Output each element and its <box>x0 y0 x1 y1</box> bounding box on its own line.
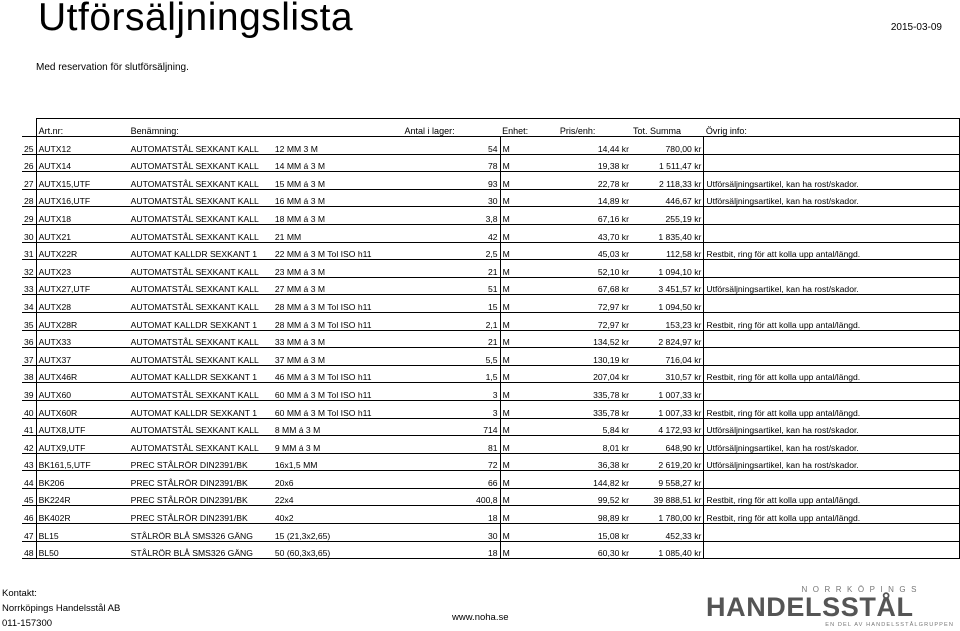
contact-label: Kontakt: <box>2 588 37 599</box>
art-nr: AUTX37 <box>36 348 129 366</box>
row-number: 29 <box>22 207 36 225</box>
other-info: Utförsäljningsartikel, kan ha rost/skador. <box>704 189 960 207</box>
other-info: Utförsäljningsartikel, kan ha rost/skador. <box>704 172 960 190</box>
art-nr: AUTX16,UTF <box>36 189 129 207</box>
item-name: AUTOMATSTÅL SEXKANT KALL <box>129 295 273 313</box>
stock-qty: 72 <box>474 453 500 471</box>
stock-qty: 93 <box>474 172 500 190</box>
unit: M <box>500 154 558 172</box>
unit: M <box>500 312 558 330</box>
total-sum: 648,90 kr <box>631 436 704 454</box>
qty-spacer <box>403 172 475 190</box>
item-name: STÅLRÖR BLÅ SMS326 GÄNG <box>129 541 273 559</box>
col-header-artnr: Art.nr: <box>36 119 129 137</box>
art-nr: AUTX22R <box>36 242 129 260</box>
unit: M <box>500 277 558 295</box>
unit: M <box>500 172 558 190</box>
stock-qty: 51 <box>474 277 500 295</box>
item-dimension: 8 MM á 3 M <box>273 418 403 436</box>
unit-price: 144,82 kr <box>558 471 631 489</box>
unit: M <box>500 224 558 242</box>
total-sum: 1 511,47 kr <box>631 154 704 172</box>
unit: M <box>500 453 558 471</box>
row-number: 25 <box>22 137 36 155</box>
art-nr: BK224R <box>36 488 129 506</box>
row-number: 45 <box>22 488 36 506</box>
art-nr: BL15 <box>36 524 129 542</box>
unit: M <box>500 330 558 348</box>
art-nr: BK402R <box>36 506 129 524</box>
col-header-qty: Antal i lager: <box>403 119 501 137</box>
unit: M <box>500 488 558 506</box>
item-name: PREC STÅLRÖR DIN2391/BK <box>129 471 273 489</box>
item-dimension: 60 MM á 3 M Tol ISO h11 <box>273 383 403 401</box>
item-name: AUTOMATSTÅL SEXKANT KALL <box>129 172 273 190</box>
row-number: 43 <box>22 453 36 471</box>
art-nr: AUTX23 <box>36 260 129 278</box>
table-row <box>22 541 960 559</box>
unit: M <box>500 242 558 260</box>
unit: M <box>500 365 558 383</box>
other-info <box>704 383 960 401</box>
qty-spacer <box>403 383 475 401</box>
item-dimension: 15 (21,3x2,65) <box>273 524 403 542</box>
unit: M <box>500 541 558 559</box>
art-nr: AUTX12 <box>36 137 129 155</box>
total-sum: 1 780,00 kr <box>631 506 704 524</box>
qty-spacer <box>403 330 475 348</box>
stock-qty: 54 <box>474 137 500 155</box>
total-sum: 2 824,97 kr <box>631 330 704 348</box>
total-sum: 1 007,33 kr <box>631 383 704 401</box>
qty-spacer <box>403 400 475 418</box>
unit-price: 207,04 kr <box>558 365 631 383</box>
table-row <box>22 137 960 155</box>
qty-spacer <box>403 277 475 295</box>
row-number: 40 <box>22 400 36 418</box>
stock-qty: 3 <box>474 383 500 401</box>
art-nr: AUTX9,UTF <box>36 436 129 454</box>
item-name: PREC STÅLRÖR DIN2391/BK <box>129 506 273 524</box>
document-date: 2015-03-09 <box>890 22 942 33</box>
row-number: 35 <box>22 312 36 330</box>
row-number: 41 <box>22 418 36 436</box>
row-number: 34 <box>22 295 36 313</box>
row-number: 47 <box>22 524 36 542</box>
unit-price: 8,01 kr <box>558 436 631 454</box>
art-nr: AUTX15,UTF <box>36 172 129 190</box>
row-number: 32 <box>22 260 36 278</box>
footer-contact <box>2 586 120 631</box>
item-name: AUTOMAT KALLDR SEXKANT 1 <box>129 400 273 418</box>
unit-price: 19,38 kr <box>558 154 631 172</box>
table-row <box>22 506 960 524</box>
art-nr: AUTX46R <box>36 365 129 383</box>
item-dimension: 33 MM á 3 M <box>273 330 403 348</box>
stock-qty: 18 <box>474 541 500 559</box>
unit: M <box>500 436 558 454</box>
row-number: 28 <box>22 189 36 207</box>
qty-spacer <box>403 260 475 278</box>
qty-spacer <box>403 242 475 260</box>
other-info: Utförsäljningsartikel, kan ha rost/skador. <box>704 436 960 454</box>
art-nr: AUTX60R <box>36 400 129 418</box>
art-nr: AUTX27,UTF <box>36 277 129 295</box>
col-header-info: Övrig info: <box>704 119 960 137</box>
stock-qty: 5,5 <box>474 348 500 366</box>
other-info <box>704 471 960 489</box>
item-dimension: 22 MM á 3 M Tol ISO h11 <box>273 242 403 260</box>
total-sum: 153,23 kr <box>631 312 704 330</box>
other-info: Restbit, ring för att kolla upp antal/längd. <box>704 506 960 524</box>
unit-price: 335,78 kr <box>558 383 631 401</box>
total-sum: 716,04 kr <box>631 348 704 366</box>
stock-qty: 78 <box>474 154 500 172</box>
company-name: Norrköpings Handelsstål AB <box>2 603 121 614</box>
row-number: 38 <box>22 365 36 383</box>
other-info: Restbit, ring för att kolla upp antal/längd. <box>704 365 960 383</box>
other-info: Utförsäljningsartikel, kan ha rost/skador. <box>704 277 960 295</box>
unit-price: 335,78 kr <box>558 400 631 418</box>
unit-price: 60,30 kr <box>558 541 631 559</box>
unit-price: 130,19 kr <box>558 348 631 366</box>
unit: M <box>500 383 558 401</box>
qty-spacer <box>403 506 475 524</box>
qty-spacer <box>403 348 475 366</box>
art-nr: AUTX14 <box>36 154 129 172</box>
stock-qty: 18 <box>474 506 500 524</box>
unit: M <box>500 189 558 207</box>
row-number: 27 <box>22 172 36 190</box>
art-nr: AUTX33 <box>36 330 129 348</box>
row-number: 33 <box>22 277 36 295</box>
item-dimension: 37 MM á 3 M <box>273 348 403 366</box>
unit-price: 14,44 kr <box>558 137 631 155</box>
art-nr: BK206 <box>36 471 129 489</box>
table-body <box>22 119 960 559</box>
total-sum: 39 888,51 kr <box>631 488 704 506</box>
qty-spacer <box>403 471 475 489</box>
total-sum: 1 835,40 kr <box>631 224 704 242</box>
row-number: 39 <box>22 383 36 401</box>
row-number: 44 <box>22 471 36 489</box>
total-sum: 780,00 kr <box>631 137 704 155</box>
total-sum: 255,19 kr <box>631 207 704 225</box>
total-sum: 2 619,20 kr <box>631 453 704 471</box>
qty-spacer <box>403 365 475 383</box>
stock-qty: 2,1 <box>474 312 500 330</box>
unit: M <box>500 506 558 524</box>
unit: M <box>500 348 558 366</box>
item-name: STÅLRÖR BLÅ SMS326 GÄNG <box>129 524 273 542</box>
qty-spacer <box>403 189 475 207</box>
stock-qty: 2,5 <box>474 242 500 260</box>
qty-spacer <box>403 154 475 172</box>
item-name: AUTOMATSTÅL SEXKANT KALL <box>129 207 273 225</box>
table-row <box>22 488 960 506</box>
stock-qty: 21 <box>474 260 500 278</box>
total-sum: 310,57 kr <box>631 365 704 383</box>
unit: M <box>500 524 558 542</box>
table-row <box>22 172 960 190</box>
unit-price: 43,70 kr <box>558 224 631 242</box>
other-info <box>704 207 960 225</box>
unit-price: 22,78 kr <box>558 172 631 190</box>
table-header-row <box>22 119 960 137</box>
item-name: AUTOMATSTÅL SEXKANT KALL <box>129 189 273 207</box>
row-number: 36 <box>22 330 36 348</box>
table-row <box>22 348 960 366</box>
total-sum: 446,67 kr <box>631 189 704 207</box>
row-number: 48 <box>22 541 36 559</box>
unit: M <box>500 418 558 436</box>
row-number: 46 <box>22 506 36 524</box>
unit: M <box>500 471 558 489</box>
other-info: Restbit, ring för att kolla upp antal/längd. <box>704 400 960 418</box>
stock-qty: 400,8 <box>474 488 500 506</box>
item-dimension: 20x6 <box>273 471 403 489</box>
unit: M <box>500 137 558 155</box>
table-row <box>22 365 960 383</box>
total-sum: 4 172,93 kr <box>631 418 704 436</box>
stock-qty: 3,8 <box>474 207 500 225</box>
stock-qty: 15 <box>474 295 500 313</box>
row-number: 42 <box>22 436 36 454</box>
item-dimension: 28 MM á 3 M Tol ISO h11 <box>273 295 403 313</box>
stock-qty: 1,5 <box>474 365 500 383</box>
item-name: AUTOMATSTÅL SEXKANT KALL <box>129 260 273 278</box>
table-row <box>22 312 960 330</box>
other-info: Restbit, ring för att kolla upp antal/längd. <box>704 242 960 260</box>
handelsstal-logo <box>704 583 956 628</box>
item-dimension: 60 MM á 3 M Tol ISO h11 <box>273 400 403 418</box>
other-info <box>704 295 960 313</box>
other-info: Utförsäljningsartikel, kan ha rost/skador. <box>704 418 960 436</box>
stock-qty: 714 <box>474 418 500 436</box>
stock-qty: 3 <box>474 400 500 418</box>
table-row <box>22 400 960 418</box>
table-row <box>22 471 960 489</box>
unit: M <box>500 207 558 225</box>
other-info <box>704 224 960 242</box>
item-dimension: 9 MM á 3 M <box>273 436 403 454</box>
logo-sub-text: EN DEL AV HANDELSSTÅLGRUPPEN <box>825 622 954 628</box>
stock-qty: 21 <box>474 330 500 348</box>
total-sum: 452,33 kr <box>631 524 704 542</box>
logo-top-text: NORRKÖPINGS <box>801 585 922 594</box>
other-info: Restbit, ring för att kolla upp antal/längd. <box>704 488 960 506</box>
art-nr: AUTX28R <box>36 312 129 330</box>
website-link[interactable]: www.noha.se <box>452 612 509 623</box>
table-row <box>22 418 960 436</box>
total-sum: 9 558,27 kr <box>631 471 704 489</box>
qty-spacer <box>403 295 475 313</box>
unit-price: 67,68 kr <box>558 277 631 295</box>
unit-price: 98,89 kr <box>558 506 631 524</box>
table-row <box>22 277 960 295</box>
reservation-note: Med reservation för slutförsäljning. <box>36 62 189 73</box>
item-dimension: 16 MM á 3 M <box>273 189 403 207</box>
other-info <box>704 524 960 542</box>
other-info <box>704 137 960 155</box>
art-nr: BK161,5,UTF <box>36 453 129 471</box>
qty-spacer <box>403 137 475 155</box>
unit-price: 15,08 kr <box>558 524 631 542</box>
unit: M <box>500 295 558 313</box>
table-row <box>22 189 960 207</box>
qty-spacer <box>403 453 475 471</box>
item-dimension: 40x2 <box>273 506 403 524</box>
item-name: AUTOMATSTÅL SEXKANT KALL <box>129 137 273 155</box>
item-name: AUTOMATSTÅL SEXKANT KALL <box>129 436 273 454</box>
stock-qty: 66 <box>474 471 500 489</box>
table-row <box>22 383 960 401</box>
unit: M <box>500 400 558 418</box>
col-header-name: Benämning: <box>129 119 403 137</box>
unit-price: 134,52 kr <box>558 330 631 348</box>
row-number: 37 <box>22 348 36 366</box>
unit-price: 36,38 kr <box>558 453 631 471</box>
item-dimension: 14 MM á 3 M <box>273 154 403 172</box>
qty-spacer <box>403 312 475 330</box>
unit-price: 14,89 kr <box>558 189 631 207</box>
art-nr: AUTX60 <box>36 383 129 401</box>
item-dimension: 21 MM <box>273 224 403 242</box>
qty-spacer <box>403 436 475 454</box>
item-name: AUTOMATSTÅL SEXKANT KALL <box>129 383 273 401</box>
unit-price: 72,97 kr <box>558 295 631 313</box>
total-sum: 3 451,57 kr <box>631 277 704 295</box>
col-header-price: Pris/enh: <box>558 119 631 137</box>
unit-price: 99,52 kr <box>558 488 631 506</box>
row-number: 30 <box>22 224 36 242</box>
item-name: AUTOMATSTÅL SEXKANT KALL <box>129 330 273 348</box>
sales-table <box>22 118 960 559</box>
item-name: AUTOMATSTÅL SEXKANT KALL <box>129 418 273 436</box>
item-dimension: 46 MM á 3 M Tol ISO h11 <box>273 365 403 383</box>
item-dimension: 50 (60,3x3,65) <box>273 541 403 559</box>
stock-qty: 30 <box>474 189 500 207</box>
total-sum: 1 094,10 kr <box>631 260 704 278</box>
other-info <box>704 154 960 172</box>
total-sum: 1 085,40 kr <box>631 541 704 559</box>
other-info: Utförsäljningsartikel, kan ha rost/skador. <box>704 453 960 471</box>
item-dimension: 18 MM á 3 M <box>273 207 403 225</box>
item-dimension: 27 MM á 3 M <box>273 277 403 295</box>
item-name: AUTOMATSTÅL SEXKANT KALL <box>129 348 273 366</box>
item-dimension: 12 MM 3 M <box>273 137 403 155</box>
stock-qty: 42 <box>474 224 500 242</box>
item-dimension: 22x4 <box>273 488 403 506</box>
art-nr: AUTX28 <box>36 295 129 313</box>
total-sum: 2 118,33 kr <box>631 172 704 190</box>
table-row <box>22 242 960 260</box>
art-nr: AUTX8,UTF <box>36 418 129 436</box>
col-header-total: Tot. Summa <box>631 119 704 137</box>
item-dimension: 15 MM á 3 M <box>273 172 403 190</box>
other-info: Restbit, ring för att kolla upp antal/längd. <box>704 312 960 330</box>
item-name: PREC STÅLRÖR DIN2391/BK <box>129 488 273 506</box>
qty-spacer <box>403 541 475 559</box>
item-name: AUTOMAT KALLDR SEXKANT 1 <box>129 242 273 260</box>
qty-spacer <box>403 418 475 436</box>
stock-qty: 81 <box>474 436 500 454</box>
table-row <box>22 260 960 278</box>
table-row <box>22 436 960 454</box>
unit-price: 5,84 kr <box>558 418 631 436</box>
item-name: AUTOMATSTÅL SEXKANT KALL <box>129 277 273 295</box>
qty-spacer <box>403 224 475 242</box>
table-row <box>22 224 960 242</box>
art-nr: BL50 <box>36 541 129 559</box>
table-row <box>22 295 960 313</box>
table-row <box>22 453 960 471</box>
unit-price: 72,97 kr <box>558 312 631 330</box>
total-sum: 1 094,50 kr <box>631 295 704 313</box>
other-info <box>704 541 960 559</box>
table-row <box>22 524 960 542</box>
qty-spacer <box>403 207 475 225</box>
col-header-unit: Enhet: <box>500 119 558 137</box>
qty-spacer <box>403 524 475 542</box>
item-name: AUTOMAT KALLDR SEXKANT 1 <box>129 312 273 330</box>
unit-price: 52,10 kr <box>558 260 631 278</box>
stock-qty: 30 <box>474 524 500 542</box>
row-number: 31 <box>22 242 36 260</box>
table-row <box>22 330 960 348</box>
phone-number: 011-157300 <box>2 618 53 629</box>
unit-price: 45,03 kr <box>558 242 631 260</box>
other-info <box>704 330 960 348</box>
table-row <box>22 207 960 225</box>
art-nr: AUTX18 <box>36 207 129 225</box>
item-name: AUTOMATSTÅL SEXKANT KALL <box>129 154 273 172</box>
item-dimension: 23 MM á 3 M <box>273 260 403 278</box>
total-sum: 1 007,33 kr <box>631 400 704 418</box>
item-dimension: 28 MM á 3 M Tol ISO h11 <box>273 312 403 330</box>
row-number: 26 <box>22 154 36 172</box>
qty-spacer <box>403 488 475 506</box>
logo-main-text: HANDELSSTÅL <box>706 592 914 622</box>
art-nr: AUTX21 <box>36 224 129 242</box>
page-title: Utförsäljningslista <box>38 0 354 39</box>
other-info <box>704 348 960 366</box>
unit: M <box>500 260 558 278</box>
item-dimension: 16x1,5 MM <box>273 453 403 471</box>
unit-price: 67,16 kr <box>558 207 631 225</box>
table-row <box>22 154 960 172</box>
total-sum: 112,58 kr <box>631 242 704 260</box>
item-name: AUTOMATSTÅL SEXKANT KALL <box>129 224 273 242</box>
other-info <box>704 260 960 278</box>
item-name: AUTOMAT KALLDR SEXKANT 1 <box>129 365 273 383</box>
item-name: PREC STÅLRÖR DIN2391/BK <box>129 453 273 471</box>
